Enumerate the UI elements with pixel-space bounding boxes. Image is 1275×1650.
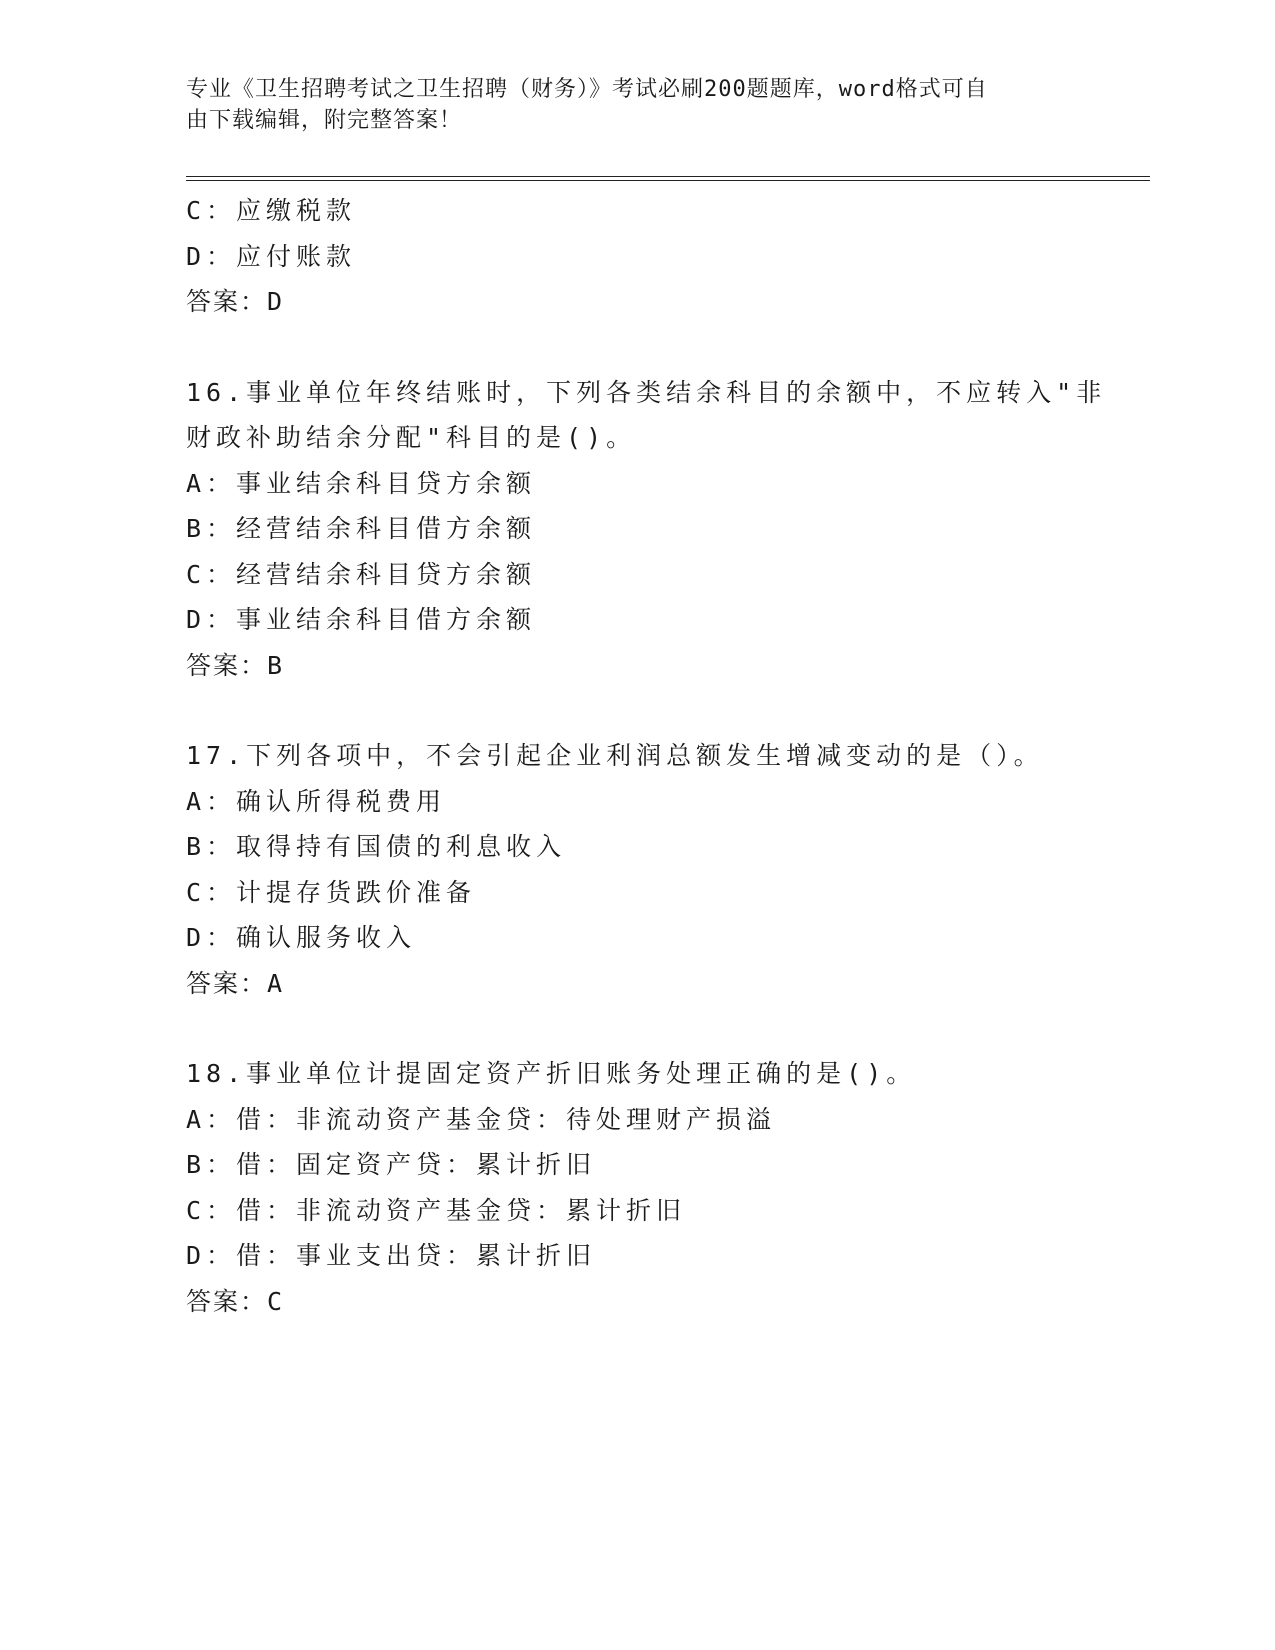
question-15-continued <box>186 188 1086 325</box>
question-text-line-2: 财政补助结余分配"科目的是()。 <box>186 423 637 452</box>
option-d: D：事业结余科目借方余额 <box>186 605 537 634</box>
document-header <box>186 74 1086 136</box>
option-c: C：应缴税款 <box>186 196 357 225</box>
option-a: A：确认所得税费用 <box>186 786 447 816</box>
question-18 <box>186 1051 1086 1324</box>
option-c: C：经营结余科目贷方余额 <box>186 559 537 589</box>
question-text: 17.下列各项中，不会引起企业利润总额发生增减变动的是（）。 <box>186 741 1044 770</box>
option-d: D：借：事业支出贷：累计折旧 <box>186 1241 597 1270</box>
header-title-line-1: 专业《卫生招聘考试之卫生招聘（财务）》考试必刷200题题库，word格式可自 <box>186 77 988 102</box>
option-d: D：应付账款 <box>186 241 357 271</box>
question-text: 18.事业单位计提固定资产折旧账务处理正确的是()。 <box>186 1059 917 1088</box>
answer-label: 答案：C <box>186 1286 285 1316</box>
answer-label: 答案：B <box>186 650 285 680</box>
header-divider <box>186 176 1150 181</box>
question-16 <box>186 370 1107 689</box>
option-a: A：借：非流动资产基金贷：待处理财产损溢 <box>186 1104 777 1134</box>
answer-label: 答案：A <box>186 968 285 998</box>
option-a: A：事业结余科目贷方余额 <box>186 468 537 498</box>
option-c: C：计提存货跌价准备 <box>186 877 477 907</box>
answer-label: 答案：D <box>186 287 285 316</box>
option-d: D：确认服务收入 <box>186 923 417 952</box>
option-c: C：借：非流动资产基金贷：累计折旧 <box>186 1195 687 1225</box>
question-list <box>186 188 1107 1324</box>
question-text-line-1: 16.事业单位年终结账时，下列各类结余科目的余额中，不应转入"非 <box>186 377 1107 407</box>
option-b: B：取得持有国债的利息收入 <box>186 832 567 861</box>
header-title-line-2: 由下载编辑，附完整答案！ <box>186 108 463 133</box>
option-b: B：经营结余科目借方余额 <box>186 514 537 543</box>
option-b: B：借：固定资产贷：累计折旧 <box>186 1150 597 1179</box>
question-17 <box>186 733 1086 1006</box>
